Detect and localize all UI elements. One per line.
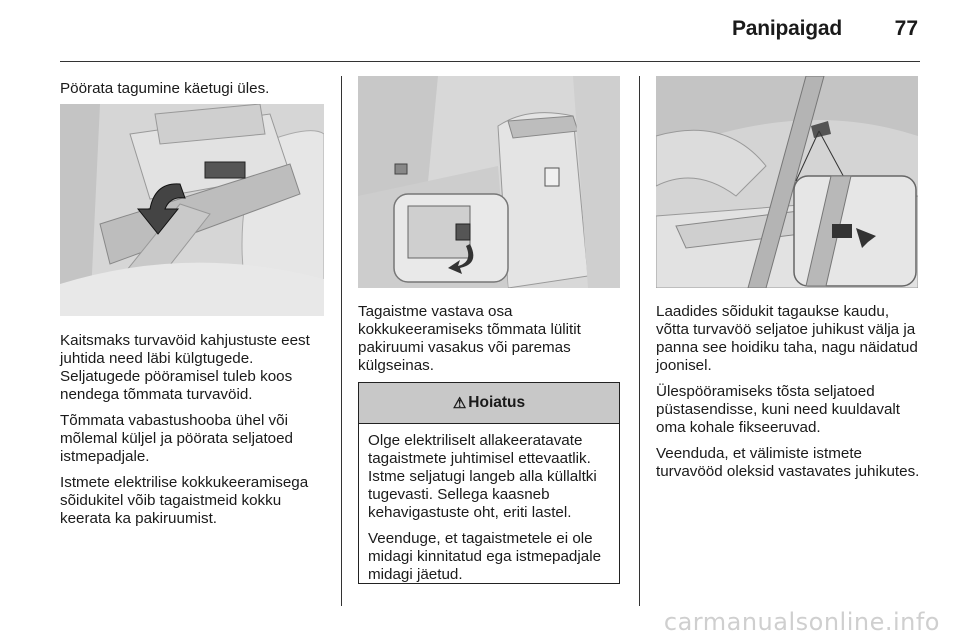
armrest-drawing xyxy=(60,104,324,316)
warning-paragraph-2: Veenduge, et tagaistmetele ei ole midagi kinnitatud ega istmepadjale midagi jäetud. xyxy=(368,530,602,583)
warning-box xyxy=(358,382,620,584)
column-1-text xyxy=(60,332,336,536)
page-number: 77 xyxy=(894,17,918,40)
warning-body xyxy=(359,424,619,584)
col1-paragraph-1: Kaitsmaks turvavöid kahjustuste eest juhtida need läbi külgtugede. Seljatugede pööramisel tuleb koos nendega tõmmata turvavöid. xyxy=(60,332,310,403)
col3-paragraph-2: Ülespööramiseks tõsta seljatoed püstasendisse, kuni need kuuldavalt oma kohale fikseeruvad. xyxy=(656,383,901,436)
column-divider-2 xyxy=(639,76,640,606)
watermark: carmanualsonline.info xyxy=(663,608,940,636)
col1-paragraph-3: Istmete elektrilise kokkukeeramisega sõidukitel võib tagaistmeid kokku keerata ka pakiruumist. xyxy=(60,474,309,527)
column-2-text xyxy=(358,303,626,383)
page-header xyxy=(0,0,960,62)
armrest-illustration xyxy=(60,104,324,316)
warning-header xyxy=(359,383,619,424)
cargo-switch-drawing xyxy=(358,76,620,288)
intro-text: Pöörata tagumine käetugi üles. xyxy=(60,80,270,97)
header-rule xyxy=(60,61,920,62)
warning-triangle-icon: ⚠ xyxy=(452,395,467,412)
warning-title: Hoiatus xyxy=(468,394,526,411)
column-1-intro xyxy=(60,80,328,106)
col2-paragraph: Tagaistme vastava osa kokkukeeramiseks tõmmata lülitit pakiruumi vasakus või paremas külgseinas. xyxy=(358,303,581,374)
column-3-text xyxy=(656,303,926,489)
column-divider-1 xyxy=(341,76,342,606)
cargo-switch-illustration xyxy=(358,76,620,288)
belt-guide-drawing xyxy=(656,76,918,288)
col3-paragraph-3: Veenduda, et välimiste istmete turvavööd oleksid vastavates juhikutes. xyxy=(656,445,920,480)
warning-paragraph-1: Olge elektriliselt allakeeratavate tagaistmete juhtimisel ettevaatlik. Istme seljatugi langeb alla küllaltki tugevasti. Sellega kaasneb kehavigastuste oht, eriti lastel. xyxy=(368,432,597,521)
belt-guide-illustration xyxy=(656,76,918,288)
page-title: Panipaigad xyxy=(731,17,842,40)
col1-paragraph-2: Tõmmata vabastushooba ühel või mõlemal küljel ja pöörata seljatoed istmepadjale. xyxy=(60,412,294,465)
col3-paragraph-1: Laadides sõidukit tagaukse kaudu, võtta turvavöö seljatoe juhikust välja ja panna see hoidiku taha, nagu näidatud joonisel. xyxy=(656,303,918,374)
